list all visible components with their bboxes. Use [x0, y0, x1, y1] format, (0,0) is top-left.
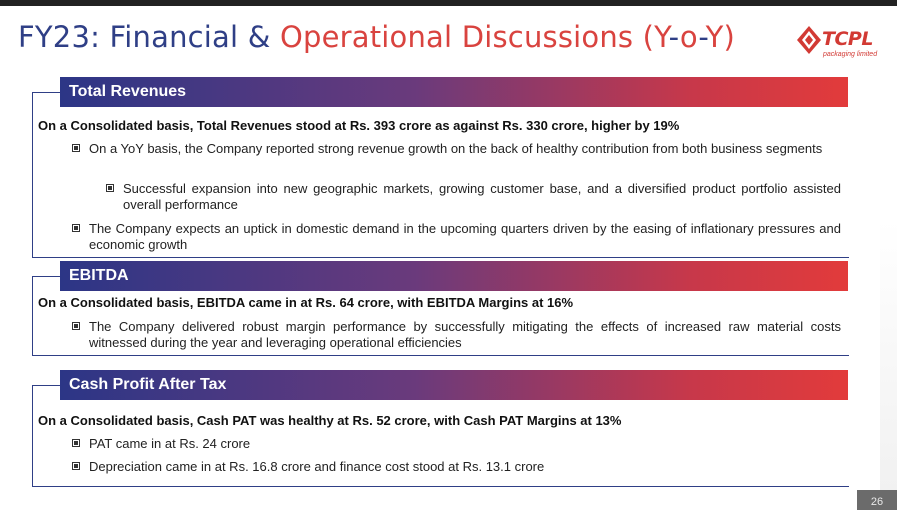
- logo-diamond-icon: [796, 25, 822, 55]
- square-bullet-icon: [72, 462, 80, 470]
- top-bar: [0, 0, 897, 6]
- square-bullet-icon: [106, 184, 114, 192]
- square-bullet-icon: [72, 439, 80, 447]
- section-heading: EBITDA: [60, 261, 848, 291]
- page-number: 26: [857, 490, 897, 510]
- cashpat-bullet-2: Depreciation came in at Rs. 16.8 crore and finance cost stood at Rs. 13.1 crore: [89, 459, 841, 475]
- band-connector: [32, 92, 60, 93]
- company-logo: [796, 22, 886, 64]
- logo-wordmark: TCPL: [822, 28, 873, 50]
- band-connector: [32, 385, 60, 386]
- edge-shade: [880, 220, 897, 490]
- logo-tagline: packaging limited: [823, 51, 878, 58]
- square-bullet-icon: [72, 224, 80, 232]
- page-title: FY23: Financial & Operational Discussions (Y-o-Y): [18, 20, 736, 54]
- cashpat-bullet-1: PAT came in at Rs. 24 crore: [89, 436, 841, 452]
- band-connector: [32, 276, 60, 277]
- ebitda-bullet-1: The Company delivered robust margin performance by successfully mitigating the effects of increased raw material costs witnessed during the year and leveraging operational efficiencies: [89, 319, 841, 351]
- revenues-sub-bullet-1: Successful expansion into new geographic markets, growing customer base, and a diversified product portfolio assisted overall performance: [123, 181, 841, 213]
- square-bullet-icon: [72, 144, 80, 152]
- revenues-bullet-2: The Company expects an uptick in domestic demand in the upcoming quarters driven by the easing of inflationary pressures and economic growth: [89, 221, 841, 253]
- section-heading: Total Revenues: [60, 77, 848, 107]
- revenues-lead: On a Consolidated basis, Total Revenues stood at Rs. 393 crore as against Rs. 330 crore, higher by 19%: [38, 118, 680, 133]
- square-bullet-icon: [72, 322, 80, 330]
- cashpat-lead: On a Consolidated basis, Cash PAT was healthy at Rs. 52 crore, with Cash PAT Margins at 13%: [38, 413, 622, 428]
- revenues-bullet-1: On a YoY basis, the Company reported strong revenue growth on the back of healthy contribution from both business segments: [89, 141, 841, 157]
- ebitda-lead: On a Consolidated basis, EBITDA came in at Rs. 64 crore, with EBITDA Margins at 16%: [38, 295, 574, 310]
- section-heading: Cash Profit After Tax: [60, 370, 848, 400]
